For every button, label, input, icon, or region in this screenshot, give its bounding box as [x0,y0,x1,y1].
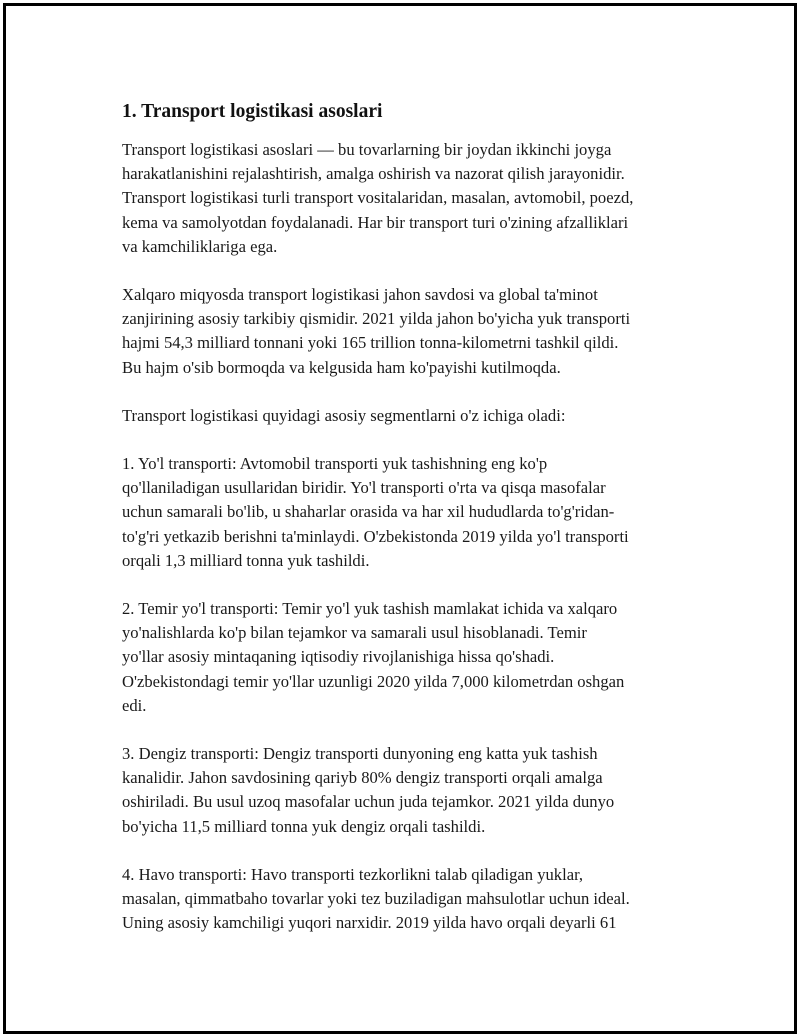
paragraph-rail-transport: 2. Temir yo'l transporti: Temir yo'l yuk tashish mamlakat ichida va xalqaro yo'nalishlarda ko'p bilan tejamkor va samarali usul hisoblanadi. Temir yo'llar asosiy mintaqaning iqtisodiy rivojlanishiga hissa qo'shadi. O'zbekistondagi temir yo'llar uzunligi 2020 yilda 7,000 kilometrdan oshgan edi. [122,599,625,715]
document-body [122,98,708,959]
paragraph-sea-transport: 3. Dengiz transporti: Dengiz transporti dunyoning eng katta yuk tashish kanalidir. Jahon savdosining qariyb 80% dengiz transporti orqali amalga oshiriladi. Bu usul uzoq masofalar uchun juda tejamkor. 2021 yilda dunyo bo'yicha 11,5 milliard tonna yuk dengiz orqali tashildi. [122,744,615,836]
paragraph-intro: Transport logistikasi asoslari — bu tovarlarning bir joydan ikkinchi joyga harakatlanishini rejalashtirish, amalga oshirish va nazorat qilish jarayonidir. Transport logistikasi turli transport vositalaridan, masalan, avtomobil, poezd, kema va samolyotdan foydalanadi. Har bir transport turi o'zining afzalliklari va kamchiliklariga ega. [122,140,634,256]
section-heading: 1. Transport logistikasi asoslari [122,101,383,122]
page-frame [3,3,797,1034]
paragraph-road-transport: 1. Yo'l transporti: Avtomobil transporti yuk tashishning eng ko'p qo'llaniladigan usullaridan biridir. Yo'l transporti o'rta va qisqa masofalar uchun samarali bo'lib, u shaharlar orasida va har xil hududlarda to'g'ridan- to'g'ri yetkazib berishni ta'minlaydi. O'zbekistonda 2019 yilda yo'l transporti orqali 1,3 milliard tonna yuk tashildi. [122,454,629,570]
paragraph-air-transport: 4. Havo transporti: Havo transporti tezkorlikni talab qiladigan yuklar, masalan, qimmatbaho tovarlar yoki tez buziladigan mahsulotlar uchun ideal. Uning asosiy kamchiligi yuqori narxidir. 2019 yilda havo orqali deyarli 61 [122,864,630,933]
paragraph-segments-intro: Transport logistikasi quyidagi asosiy segmentlarni o'z ichiga oladi: [122,405,566,425]
paragraph-international: Xalqaro miqyosda transport logistikasi jahon savdosi va global ta'minot zanjirining asosiy tarkibiy qismidir. 2021 yilda jahon bo'yicha yuk transporti hajmi 54,3 milliard tonnani yoki 165 trillion tonna-kilometrni tashkil qildi. Bu hajm o'sib bormoqda va kelgusida ham ko'payishi kutilmoqda. [122,285,631,377]
